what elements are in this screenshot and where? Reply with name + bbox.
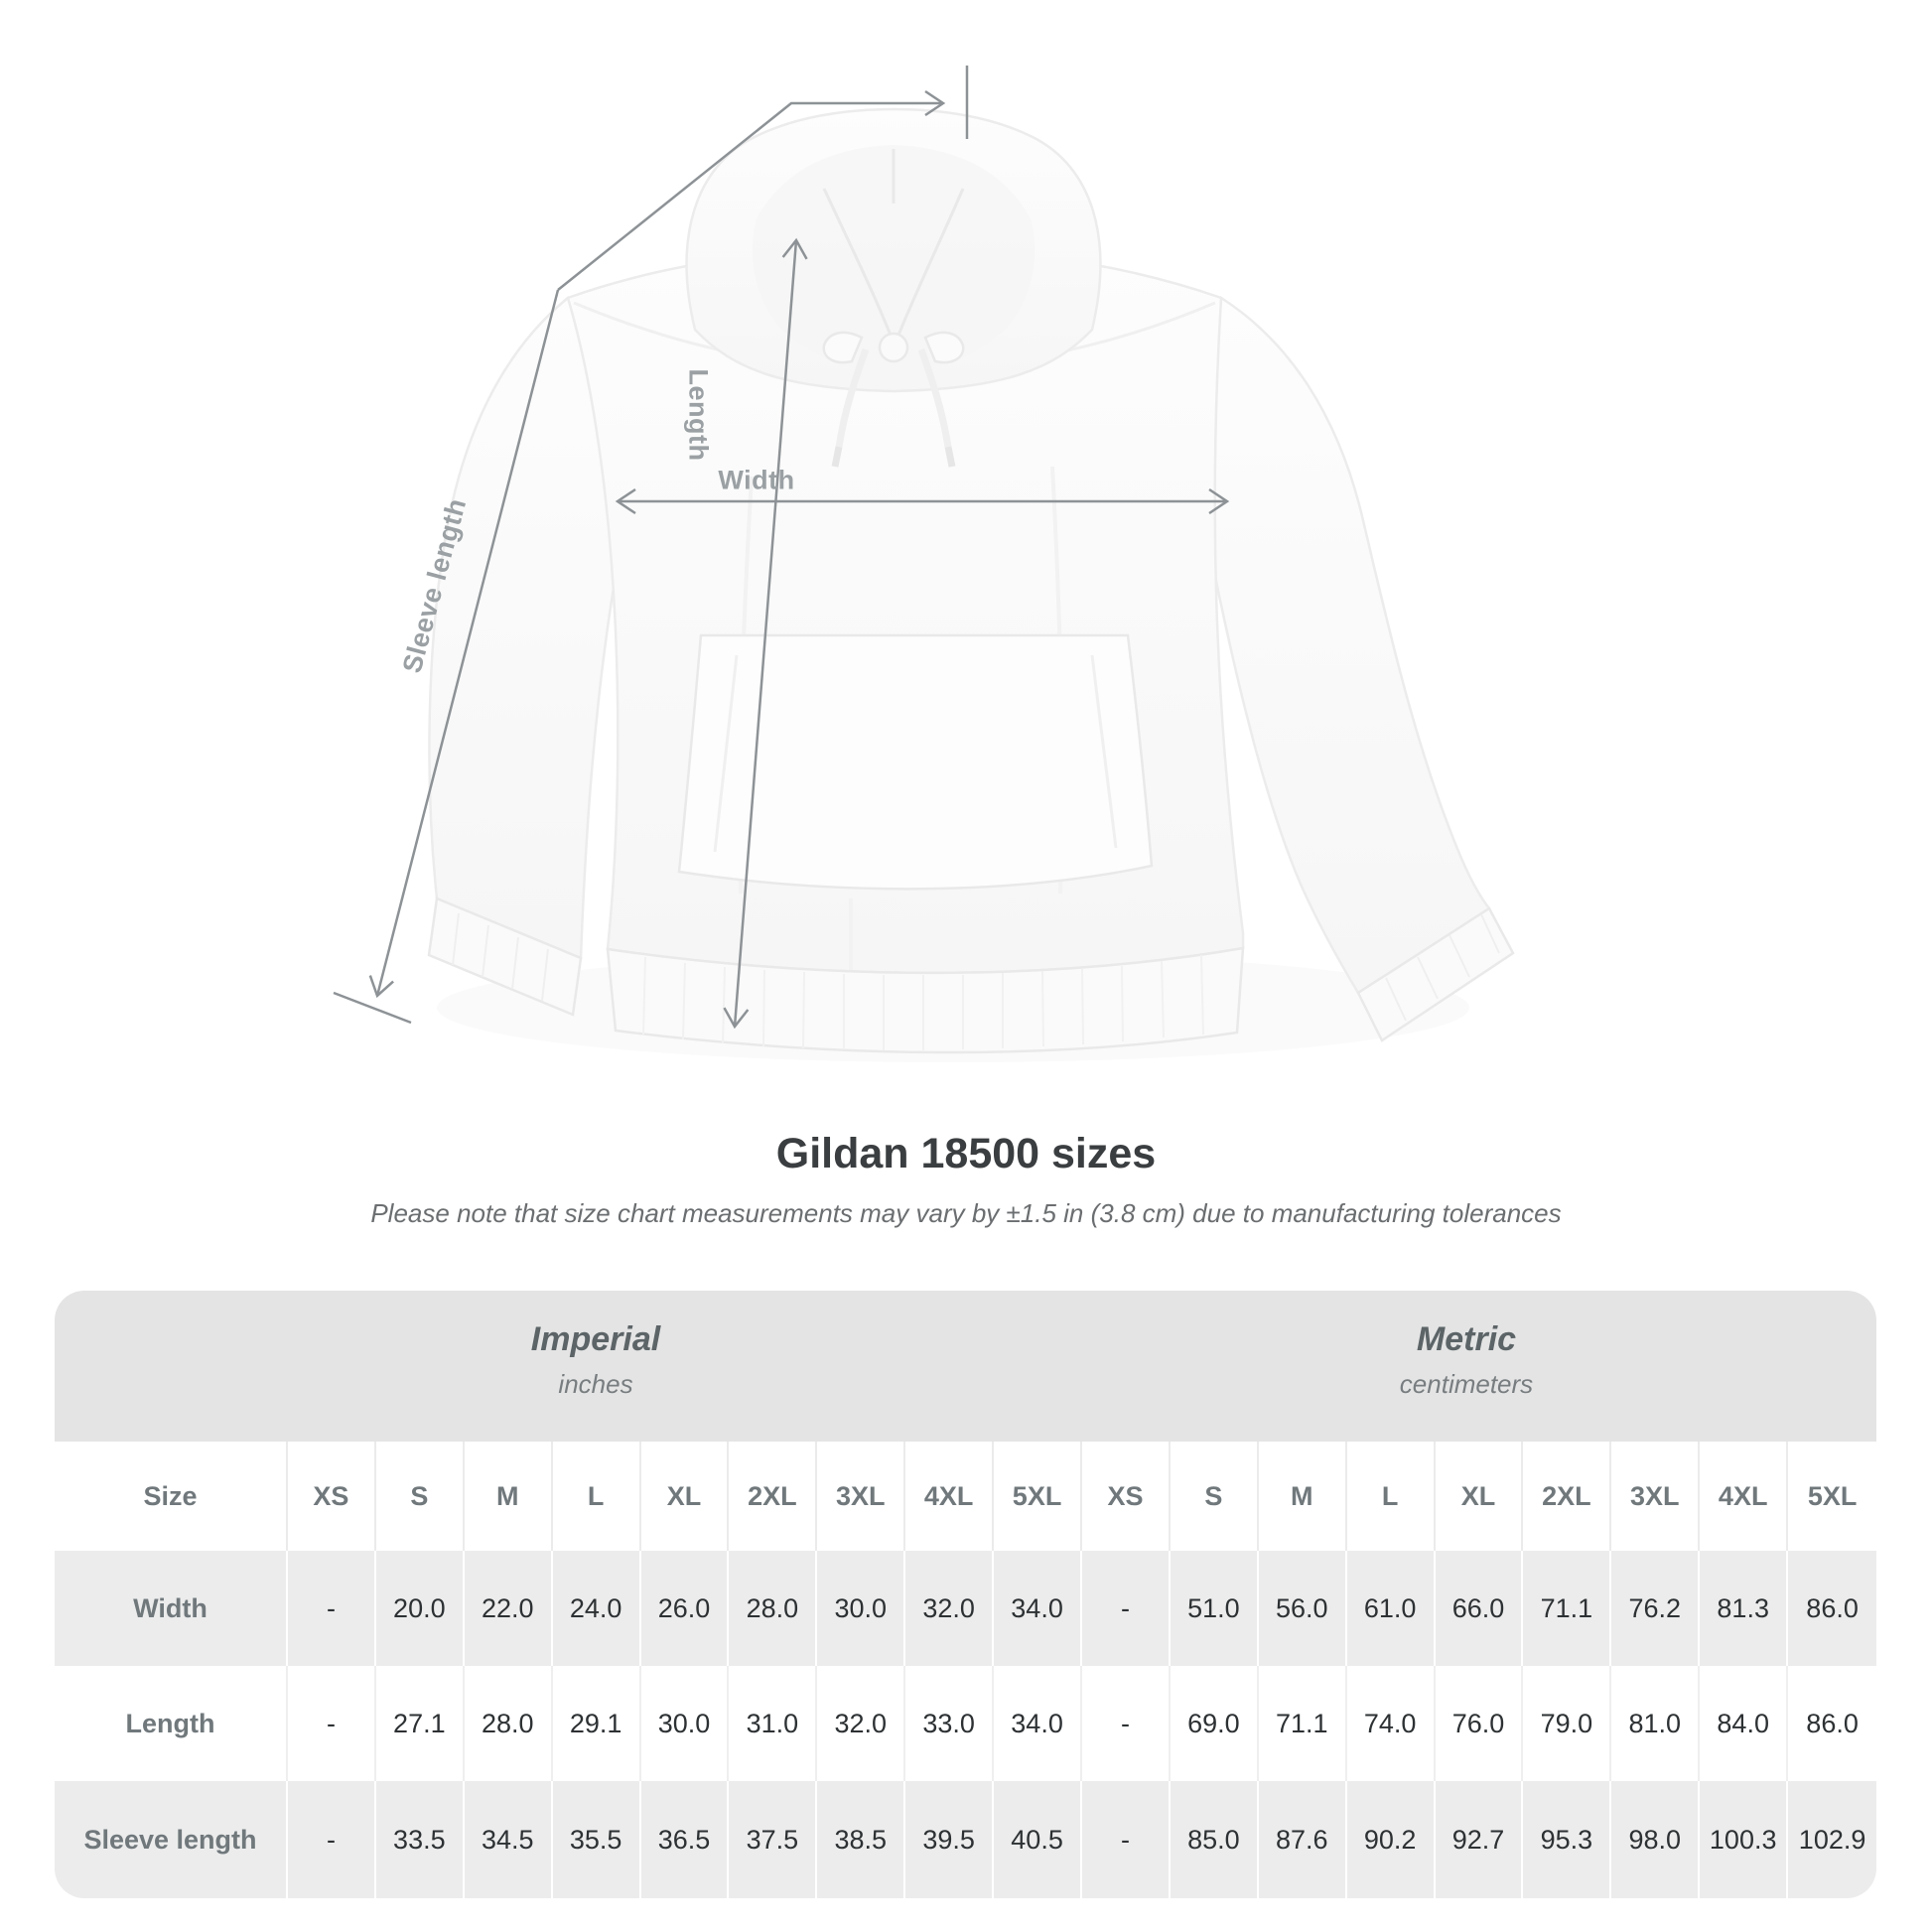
- imperial-group-header: [347, 1291, 844, 1400]
- cell-imperial-S: 27.1: [376, 1666, 465, 1781]
- size-header-metric-XS: XS: [1082, 1442, 1171, 1551]
- cell-imperial-M: 34.5: [465, 1781, 553, 1898]
- cell-imperial-XL: 36.5: [641, 1781, 730, 1898]
- cell-metric-S: 51.0: [1171, 1551, 1259, 1666]
- imperial-sublabel: inches: [558, 1369, 633, 1399]
- cell-metric-4XL: 100.3: [1700, 1781, 1788, 1898]
- cell-metric-2XL: 79.0: [1523, 1666, 1611, 1781]
- size-header-row: [55, 1442, 1876, 1551]
- size-chart: [55, 1291, 1876, 1898]
- imperial-label: Imperial: [530, 1320, 661, 1358]
- cell-imperial-XL: 26.0: [641, 1551, 730, 1666]
- cell-metric-XS: -: [1082, 1551, 1171, 1666]
- sleeve-length-label: Sleeve length: [396, 494, 473, 676]
- metric-group-header: [1218, 1291, 1715, 1400]
- size-header-imperial-5XL: 5XL: [994, 1442, 1082, 1551]
- row-label: Sleeve length: [55, 1781, 288, 1898]
- table-row-length: [55, 1666, 1876, 1781]
- cell-imperial-5XL: 34.0: [994, 1666, 1082, 1781]
- size-header-imperial-3XL: 3XL: [817, 1442, 905, 1551]
- size-header-metric-2XL: 2XL: [1523, 1442, 1611, 1551]
- cell-imperial-XS: -: [288, 1666, 376, 1781]
- cell-metric-3XL: 81.0: [1611, 1666, 1700, 1781]
- cell-imperial-L: 29.1: [553, 1666, 641, 1781]
- cell-imperial-L: 35.5: [553, 1781, 641, 1898]
- cell-metric-S: 85.0: [1171, 1781, 1259, 1898]
- hoodie-pocket: [679, 635, 1152, 889]
- cell-imperial-4XL: 39.5: [905, 1781, 994, 1898]
- cell-imperial-4XL: 33.0: [905, 1666, 994, 1781]
- table-row-sleeve-length: [55, 1781, 1876, 1898]
- size-header-imperial-XS: XS: [288, 1442, 376, 1551]
- size-header-imperial-S: S: [376, 1442, 465, 1551]
- cell-imperial-S: 20.0: [376, 1551, 465, 1666]
- row-label: Length: [55, 1666, 288, 1781]
- row-label: Width: [55, 1551, 288, 1666]
- cell-metric-M: 87.6: [1259, 1781, 1347, 1898]
- cell-imperial-XL: 30.0: [641, 1666, 730, 1781]
- hoodie-right-sleeve: [1203, 298, 1513, 1040]
- cell-metric-XS: -: [1082, 1666, 1171, 1781]
- page-title: Gildan 18500 sizes: [775, 1130, 1157, 1177]
- cell-metric-4XL: 84.0: [1700, 1666, 1788, 1781]
- cell-imperial-2XL: 28.0: [729, 1551, 817, 1666]
- cell-metric-5XL: 102.9: [1788, 1781, 1876, 1898]
- cell-imperial-2XL: 31.0: [729, 1666, 817, 1781]
- cell-imperial-S: 33.5: [376, 1781, 465, 1898]
- cuff-tick: [334, 993, 411, 1023]
- cell-metric-4XL: 81.3: [1700, 1551, 1788, 1666]
- cell-imperial-3XL: 32.0: [817, 1666, 905, 1781]
- size-header-imperial-2XL: 2XL: [729, 1442, 817, 1551]
- width-label: Width: [718, 465, 795, 495]
- tolerance-note: Please note that size chart measurements may vary by ±1.5 in (3.8 cm) due to manufacturing tolerances: [370, 1198, 1562, 1228]
- cell-imperial-5XL: 40.5: [994, 1781, 1082, 1898]
- size-header-metric-3XL: 3XL: [1611, 1442, 1700, 1551]
- size-header-metric-M: M: [1259, 1442, 1347, 1551]
- size-header-metric-L: L: [1347, 1442, 1436, 1551]
- cell-metric-2XL: 71.1: [1523, 1551, 1611, 1666]
- cell-imperial-5XL: 34.0: [994, 1551, 1082, 1666]
- cell-metric-M: 71.1: [1259, 1666, 1347, 1781]
- size-header-imperial-4XL: 4XL: [905, 1442, 994, 1551]
- cell-metric-L: 61.0: [1347, 1551, 1436, 1666]
- metric-label: Metric: [1416, 1320, 1517, 1358]
- cell-metric-M: 56.0: [1259, 1551, 1347, 1666]
- cell-metric-3XL: 76.2: [1611, 1551, 1700, 1666]
- size-header-metric-S: S: [1171, 1442, 1259, 1551]
- size-header-metric-5XL: 5XL: [1788, 1442, 1876, 1551]
- cell-metric-S: 69.0: [1171, 1666, 1259, 1781]
- size-header-imperial-XL: XL: [641, 1442, 730, 1551]
- cell-metric-2XL: 95.3: [1523, 1781, 1611, 1898]
- cell-imperial-4XL: 32.0: [905, 1551, 994, 1666]
- cell-imperial-L: 24.0: [553, 1551, 641, 1666]
- length-label: Length: [683, 368, 714, 462]
- cell-imperial-M: 22.0: [465, 1551, 553, 1666]
- cell-imperial-3XL: 30.0: [817, 1551, 905, 1666]
- size-column-header: Size: [55, 1442, 288, 1551]
- size-header-imperial-M: M: [465, 1442, 553, 1551]
- cell-imperial-M: 28.0: [465, 1666, 553, 1781]
- cell-metric-L: 90.2: [1347, 1781, 1436, 1898]
- cell-metric-5XL: 86.0: [1788, 1666, 1876, 1781]
- cell-imperial-XS: -: [288, 1781, 376, 1898]
- cell-metric-XL: 66.0: [1436, 1551, 1524, 1666]
- cell-metric-5XL: 86.0: [1788, 1551, 1876, 1666]
- unit-band: [55, 1291, 1876, 1442]
- cell-imperial-3XL: 38.5: [817, 1781, 905, 1898]
- size-header-metric-XL: XL: [1436, 1442, 1524, 1551]
- cell-metric-XL: 76.0: [1436, 1666, 1524, 1781]
- size-header-metric-4XL: 4XL: [1700, 1442, 1788, 1551]
- cell-metric-XS: -: [1082, 1781, 1171, 1898]
- metric-sublabel: centimeters: [1399, 1369, 1534, 1399]
- size-table: [55, 1442, 1876, 1898]
- cell-imperial-XS: -: [288, 1551, 376, 1666]
- cell-metric-XL: 92.7: [1436, 1781, 1524, 1898]
- cell-metric-3XL: 98.0: [1611, 1781, 1700, 1898]
- table-row-width: [55, 1551, 1876, 1666]
- size-header-imperial-L: L: [553, 1442, 641, 1551]
- cell-imperial-2XL: 37.5: [729, 1781, 817, 1898]
- cell-metric-L: 74.0: [1347, 1666, 1436, 1781]
